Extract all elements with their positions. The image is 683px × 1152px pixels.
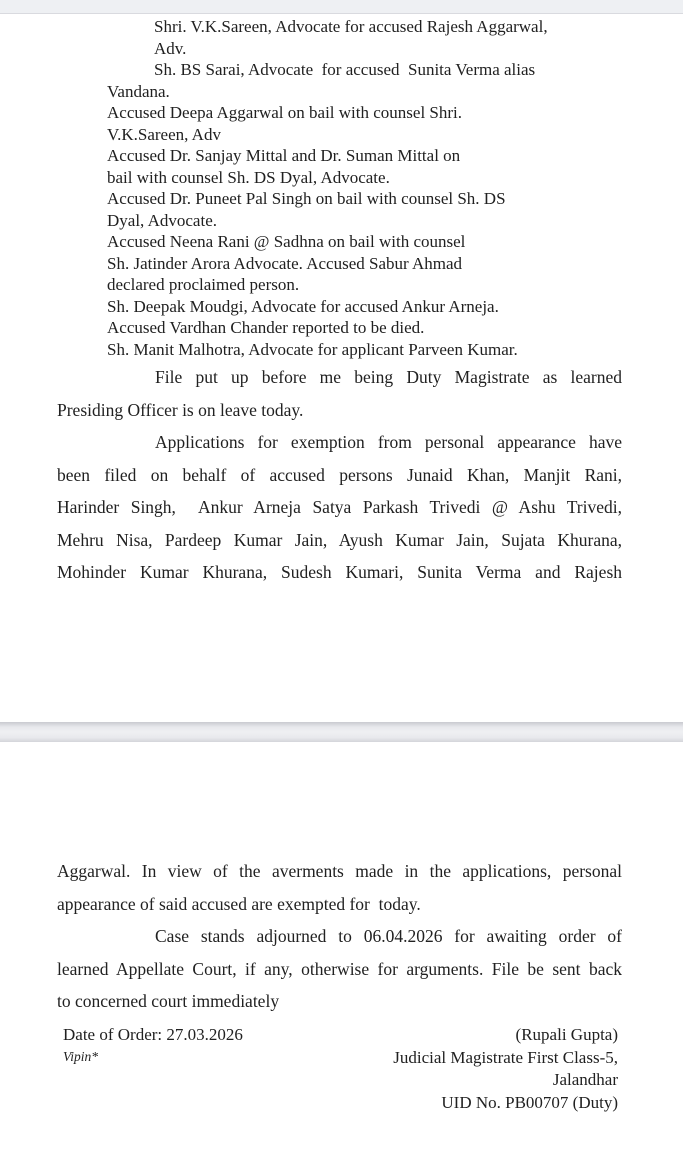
appearance-line: Accused Deepa Aggarwal on bail with counsel Shri. xyxy=(107,103,463,122)
signature-line: Jalandhar xyxy=(552,1070,618,1089)
appearance-line: Shri. V.K.Sareen, Advocate for accused Rajesh Aggarwal, xyxy=(154,17,548,36)
appearance-line: Sh. Deepak Moudgi, Advocate for accused Ankur Arneja. xyxy=(107,296,499,316)
page-gap-divider xyxy=(0,722,683,742)
appearance-line: declared proclaimed person. xyxy=(107,275,300,294)
appearance-line: Adv. xyxy=(154,38,187,58)
appearance-line: Dyal, Advocate. xyxy=(107,210,217,230)
appearance-line: bail with counsel Sh. DS Dyal, Advocate. xyxy=(107,167,390,187)
order-footer xyxy=(0,1024,683,1134)
date-of-order: Date of Order: 27.03.2026 xyxy=(63,1025,243,1044)
appearance-line: Accused Dr. Sanjay Mittal and Dr. Suman Mittal on xyxy=(107,146,461,165)
text-line: Aggarwal. In view of the averments made in the applications, personal xyxy=(57,861,622,881)
text-line: been filed on behalf of accused persons Junaid Khan, Manjit Rani, xyxy=(57,464,622,485)
paragraph xyxy=(57,855,622,920)
text-line: Harinder Singh, Ankur Arneja Satya Parkash Trivedi @ Ashu Trivedi, xyxy=(57,497,622,517)
appearance-line: Sh. BS Sarai, Advocate for accused Sunita Verma alias xyxy=(154,60,536,79)
typist-note: Vipin* xyxy=(63,1049,98,1064)
signature-line: Judicial Magistrate First Class-5, xyxy=(393,1047,618,1067)
signature-line: (Rupali Gupta) xyxy=(515,1025,618,1044)
footer-left xyxy=(63,1024,243,1065)
appearance-line: Vandana. xyxy=(107,81,170,101)
paragraph xyxy=(57,920,622,1018)
appearance-line: Sh. Jatinder Arora Advocate. Accused Sabur Ahmad xyxy=(107,253,463,273)
appearance-line: Sh. Manit Malhotra, Advocate for applicant Parveen Kumar. xyxy=(107,339,518,359)
appearance-line: V.K.Sareen, Adv xyxy=(107,124,221,144)
text-line: appearance of said accused are exempted for today. xyxy=(57,893,421,914)
paragraph xyxy=(57,426,622,589)
text-line: Applications for exemption from personal appearance have xyxy=(155,432,622,452)
appearance-line: Accused Neena Rani @ Sadhna on bail with counsel xyxy=(107,232,466,251)
text-line: to concerned court immediately xyxy=(57,991,280,1011)
appearance-line: Accused Dr. Puneet Pal Singh on bail with counsel Sh. DS xyxy=(107,189,506,208)
paragraph xyxy=(57,361,622,426)
text-line: Case stands adjourned to 06.04.2026 for awaiting order of xyxy=(155,926,622,946)
signature-block xyxy=(393,1024,618,1114)
text-line: Presiding Officer is on leave today. xyxy=(57,399,304,420)
order-body-page-1 xyxy=(57,361,622,589)
text-line: Mehru Nisa, Pardeep Kumar Jain, Ayush Kumar Jain, Sujata Khurana, xyxy=(57,529,622,550)
signature-line: UID No. PB00707 (Duty) xyxy=(441,1092,618,1112)
appearance-line: Accused Vardhan Chander reported to be died. xyxy=(107,318,425,337)
order-body-page-2 xyxy=(57,855,622,1018)
text-line: learned Appellate Court, if any, otherwise for arguments. File be sent back xyxy=(57,958,622,979)
viewer-top-page-gap xyxy=(0,0,683,14)
text-line: File put up before me being Duty Magistrate as learned xyxy=(155,367,622,387)
appearance-block xyxy=(107,16,629,360)
text-line: Mohinder Kumar Khurana, Sudesh Kumari, Sunita Verma and Rajesh xyxy=(57,562,622,582)
